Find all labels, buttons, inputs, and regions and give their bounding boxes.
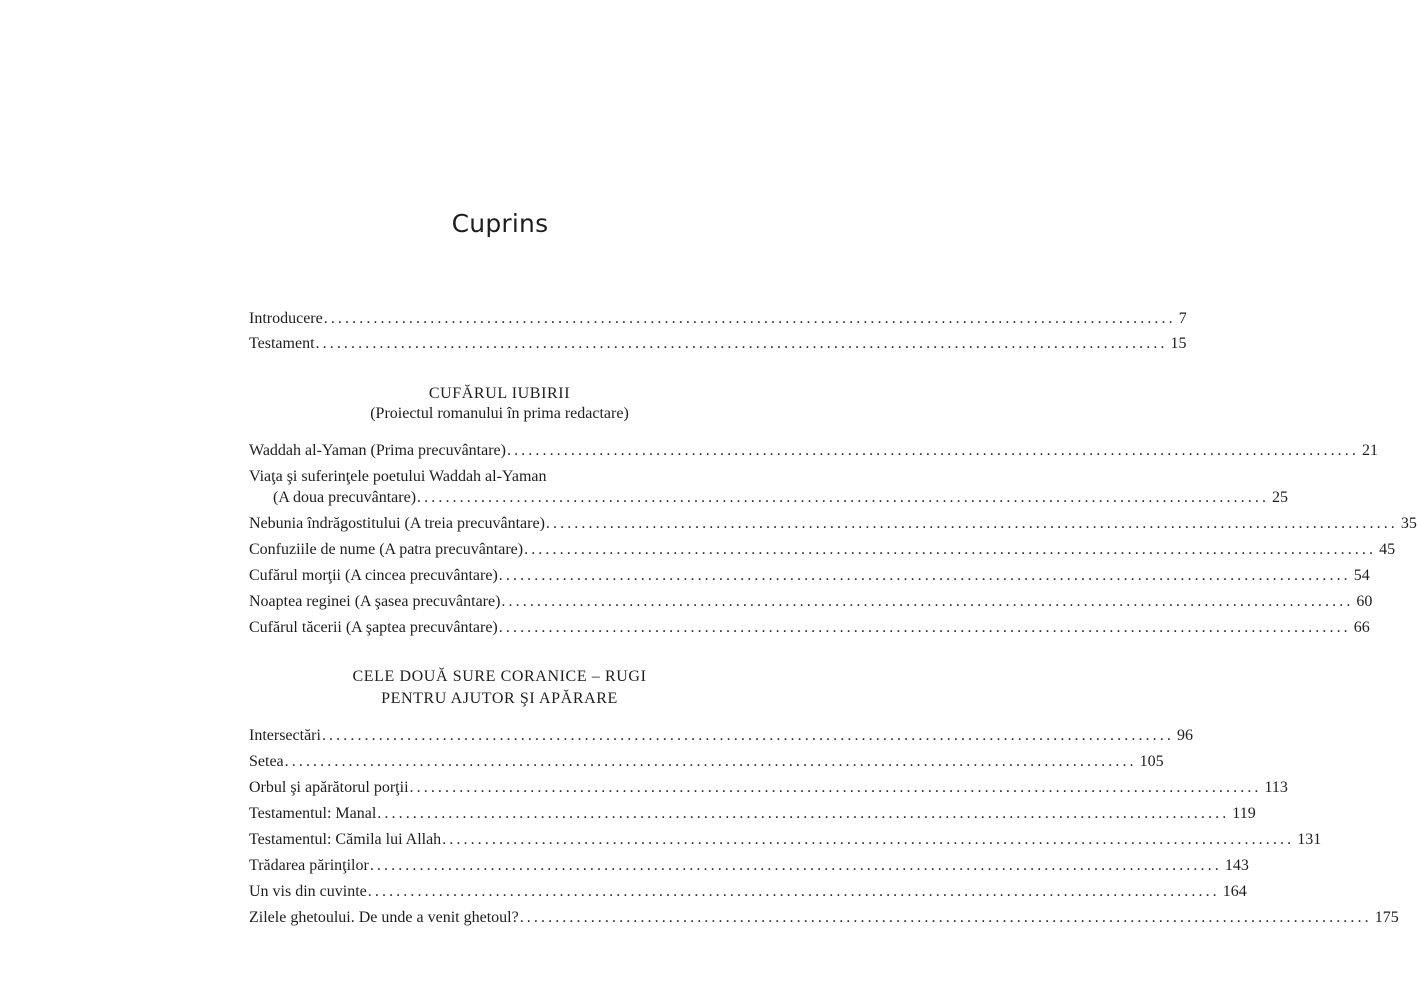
toc-entry[interactable] [249,830,1322,850]
toc-entry[interactable] [249,908,1399,928]
toc-entry[interactable] [249,334,1187,354]
page-title: Cuprins [451,209,549,238]
toc-entry-label: Zilele ghetoului. De unde a venit ghetoul? [249,909,519,926]
toc-entry-label: Testamentul: Cămila lui Allah [249,831,442,848]
dot-leader: ........................................................................................................................ [501,593,1354,610]
toc-entry-page: 45 [1379,541,1396,558]
toc-entry[interactable] [249,726,1193,746]
toc-entry-page: 96 [1176,727,1193,744]
toc-entry-label: Introducere [249,310,323,327]
toc-entry-label: Cufărul morţii (A cincea precuvântare) [249,567,498,584]
toc-entry-page: 113 [1264,779,1288,796]
toc-entry-page: 60 [1356,593,1373,610]
toc-entry-page: 21 [1361,442,1378,459]
dot-leader: ........................................................................................................................ [498,619,1351,636]
dot-leader: ........................................................................................................................ [323,310,1176,327]
section-subheading: (Proiectul romanului în prima redactare) [370,405,629,422]
dot-leader: ........................................................................................................................ [519,909,1372,926]
toc-entry-page: 131 [1297,831,1322,848]
dot-leader: ........................................................................................................................ [417,489,1270,506]
toc-entry[interactable] [249,441,1378,461]
dot-leader: ........................................................................................................................ [284,753,1137,770]
toc-entry-page: 105 [1139,753,1164,770]
toc-entry-label: Confuziile de nume (A patra precuvântare) [249,541,524,558]
toc-entry-label: Testamentul: Manal [249,805,377,822]
toc-entry[interactable] [249,778,1288,798]
toc-entry[interactable] [249,309,1187,329]
dot-leader: ........................................................................................................................ [367,883,1220,900]
dot-leader: ........................................................................................................................ [409,779,1262,796]
toc-entry[interactable] [249,752,1164,772]
toc-entry[interactable] [249,882,1247,902]
section-heading: CELE DOUĂ SURE CORANICE – RUGI [352,668,647,685]
dot-leader: ........................................................................................................................ [545,515,1398,532]
toc-entry-page: 164 [1222,883,1247,900]
dot-leader: ........................................................................................................................ [321,727,1174,744]
toc-entry-page: 35 [1400,515,1417,532]
toc-entry-label: Cufărul tăcerii (A şaptea precuvântare) [249,619,498,636]
toc-entry-page: 54 [1353,567,1370,584]
toc-entry[interactable] [249,566,1370,586]
dot-leader: ........................................................................................................................ [442,831,1295,848]
toc-entry-page: 66 [1353,619,1370,636]
toc-entry[interactable] [249,618,1370,638]
toc-entry-label: Setea [249,753,284,770]
toc-entry-label: Orbul şi apărătorul porţii [249,779,409,796]
toc-entry-label: Nebunia îndrăgostitului (A treia precuvântare) [249,515,545,532]
toc-entry-page: 25 [1272,489,1289,506]
dot-leader: ........................................................................................................................ [315,335,1168,352]
toc-entry[interactable] [249,488,1289,508]
dot-leader: ........................................................................................................................ [377,805,1230,822]
section-heading: CUFĂRUL IUBIRII [428,385,571,402]
toc-entry[interactable] [249,856,1249,876]
dot-leader: ........................................................................................................................ [506,442,1359,459]
toc-entry[interactable] [249,804,1256,824]
toc-entry[interactable] [249,592,1373,612]
dot-leader: ........................................................................................................................ [524,541,1377,558]
toc-entry-page: 119 [1232,805,1256,822]
section-heading-line2: PENTRU AJUTOR ŞI APĂRARE [381,690,618,707]
toc-entry-label: Waddah al-Yaman (Prima precuvântare) [249,442,506,459]
toc-entry-label-line1[interactable]: Viaţa şi suferinţele poetului Waddah al-Yaman [249,468,547,485]
toc-entry-label: Testament [249,335,315,352]
toc-entry-page: 15 [1170,335,1187,352]
dot-leader: ........................................................................................................................ [498,567,1351,584]
toc-entry-label: Trădarea părinţilor [249,857,369,874]
toc-entry-label: Intersectări [249,727,321,744]
toc-entry[interactable] [249,540,1396,560]
toc-entry[interactable] [249,514,1417,534]
toc-entry-label: (A doua precuvântare) [273,489,417,506]
toc-entry-label: Un vis din cuvinte [249,883,367,900]
toc-entry-page: 143 [1224,857,1249,874]
toc-entry-page: 175 [1374,909,1399,926]
toc-entry-page: 7 [1178,310,1187,327]
dot-leader: ........................................................................................................................ [369,857,1222,874]
toc-entry-label: Noaptea reginei (A şasea precuvântare) [249,593,501,610]
